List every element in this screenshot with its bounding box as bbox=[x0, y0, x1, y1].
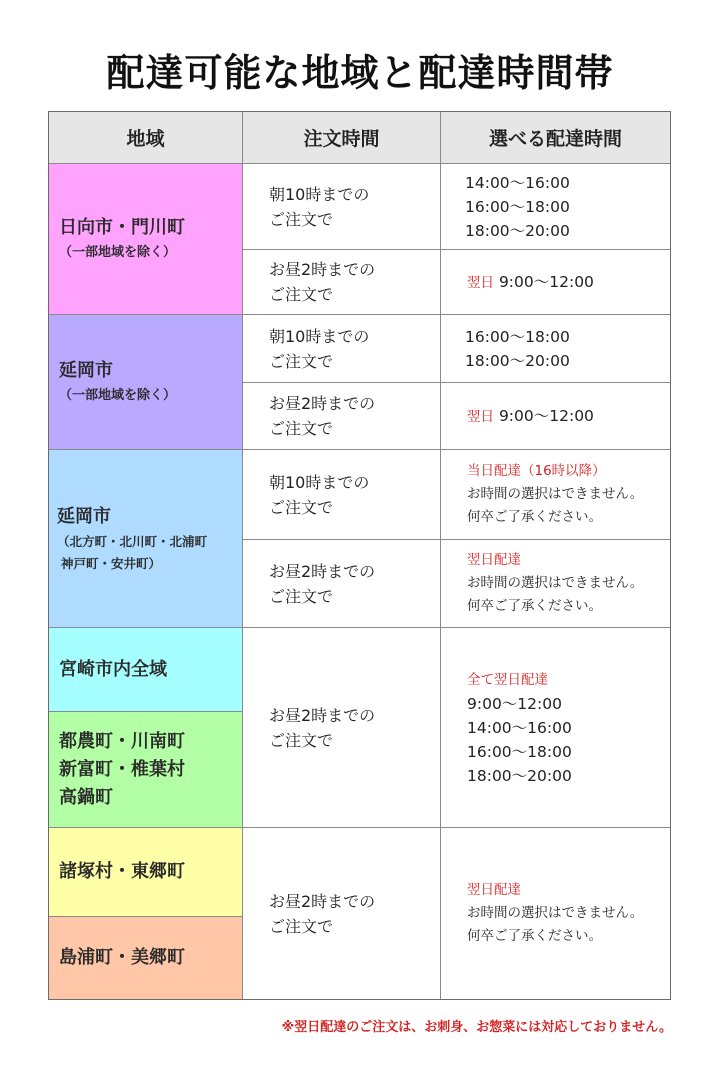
delivery-time-cell bbox=[441, 383, 670, 450]
time-slot: 14:00〜16:00 bbox=[467, 718, 572, 737]
delivery-time-cell bbox=[441, 628, 670, 828]
region-name: 都農町・川南町 bbox=[59, 730, 185, 752]
page-title: 配達可能な地域と配達時間帯 bbox=[106, 51, 614, 95]
delivery-time-cell bbox=[441, 164, 670, 250]
region-note: （一部地域を除く） bbox=[59, 388, 177, 403]
order-time-cell bbox=[243, 450, 441, 540]
header-order-time: 注文時間 bbox=[243, 112, 441, 164]
delivery-time-cell bbox=[441, 315, 670, 383]
region-morotsuka-togo bbox=[49, 828, 243, 917]
order-line: ご注文で bbox=[269, 419, 334, 438]
time-slot: 16:00〜18:00 bbox=[465, 197, 570, 216]
time-slot: 18:00〜20:00 bbox=[465, 221, 570, 240]
region-note: （北方町・北川町・北浦町 bbox=[57, 533, 208, 549]
order-line: お昼2時までの bbox=[269, 394, 376, 413]
order-line: 朝10時までの bbox=[269, 472, 370, 492]
region-name: 延岡市 bbox=[59, 360, 113, 381]
order-time-cell bbox=[243, 828, 441, 999]
delivery-time-cell bbox=[441, 450, 670, 540]
order-time-cell bbox=[243, 250, 441, 315]
header-delivery-time: 選べる配達時間 bbox=[441, 112, 670, 164]
order-line: ご注文で bbox=[269, 497, 334, 517]
region-note: （一部地域を除く） bbox=[59, 245, 177, 260]
region-name: 諸塚村・東郷町 bbox=[59, 861, 185, 882]
order-time-cell bbox=[243, 540, 441, 628]
order-line: ご注文で bbox=[269, 351, 334, 371]
delivery-time-cell bbox=[441, 250, 670, 315]
region-miyazaki bbox=[49, 628, 243, 712]
order-line: お昼2時までの bbox=[269, 561, 376, 581]
region-name: 延岡市 bbox=[57, 505, 111, 527]
notice-line: 何卒ご了承ください。 bbox=[467, 928, 602, 944]
region-hyuga-kadogawa bbox=[49, 164, 243, 315]
time-slot: 16:00〜18:00 bbox=[465, 327, 570, 346]
next-day-label: 翌日配達 bbox=[467, 882, 521, 898]
region-name: 宮崎市内全域 bbox=[59, 658, 167, 680]
next-day-label: 翌日配達 bbox=[467, 552, 521, 568]
order-line: お昼2時までの bbox=[269, 260, 376, 279]
order-time-cell bbox=[243, 383, 441, 450]
all-next-day-label: 全て翌日配達 bbox=[467, 671, 548, 688]
next-day-tag: 翌日 bbox=[467, 408, 494, 425]
time-slot: 16:00〜18:00 bbox=[467, 742, 572, 761]
same-day-label: 当日配達（16時以降） bbox=[467, 463, 606, 479]
time-slot: 9:00〜12:00 bbox=[467, 694, 562, 713]
region-name: 高鍋町 bbox=[59, 786, 113, 808]
header-region: 地域 bbox=[49, 112, 243, 164]
delivery-time-cell bbox=[441, 540, 670, 628]
order-line: お昼2時までの bbox=[269, 705, 376, 725]
time-slot: 14:00〜16:00 bbox=[465, 173, 570, 192]
order-time-cell bbox=[243, 164, 441, 250]
region-tsuno-kawaminami bbox=[49, 712, 243, 828]
time-slot: 9:00〜12:00 bbox=[498, 272, 594, 291]
order-line: ご注文で bbox=[269, 209, 334, 229]
order-line: ご注文で bbox=[269, 285, 334, 304]
region-name: 島浦町・美郷町 bbox=[59, 947, 185, 968]
delivery-table bbox=[48, 111, 671, 1000]
region-note: 神戸町・安井町） bbox=[61, 555, 162, 571]
next-day-tag: 翌日 bbox=[467, 274, 494, 291]
time-slot: 9:00〜12:00 bbox=[498, 406, 594, 425]
region-nobeoka-north bbox=[49, 450, 243, 628]
region-name: 新富町・椎葉村 bbox=[59, 758, 185, 780]
order-line: 朝10時までの bbox=[269, 184, 370, 204]
order-time-cell bbox=[243, 315, 441, 383]
notice-line: お時間の選択はできません。 bbox=[467, 486, 644, 502]
notice-line: お時間の選択はできません。 bbox=[467, 905, 644, 921]
order-line: ご注文で bbox=[269, 586, 334, 606]
delivery-time-cell bbox=[441, 828, 670, 999]
order-line: ご注文で bbox=[269, 916, 334, 936]
order-time-cell bbox=[243, 628, 441, 828]
region-shimanoura-misato bbox=[49, 917, 243, 999]
time-slot: 18:00〜20:00 bbox=[465, 351, 570, 370]
order-line: ご注文で bbox=[269, 730, 334, 750]
footnote: ※翌日配達のご注文は、お刺身、お惣菜には対応しておりません。 bbox=[281, 1020, 672, 1035]
time-slot: 18:00〜20:00 bbox=[467, 766, 572, 785]
order-line: お昼2時までの bbox=[269, 891, 376, 911]
notice-line: 何卒ご了承ください。 bbox=[467, 509, 602, 525]
region-nobeoka bbox=[49, 315, 243, 450]
order-line: 朝10時までの bbox=[269, 326, 370, 346]
region-name: 日向市・門川町 bbox=[59, 217, 185, 238]
notice-line: 何卒ご了承ください。 bbox=[467, 598, 602, 614]
notice-line: お時間の選択はできません。 bbox=[467, 575, 644, 591]
